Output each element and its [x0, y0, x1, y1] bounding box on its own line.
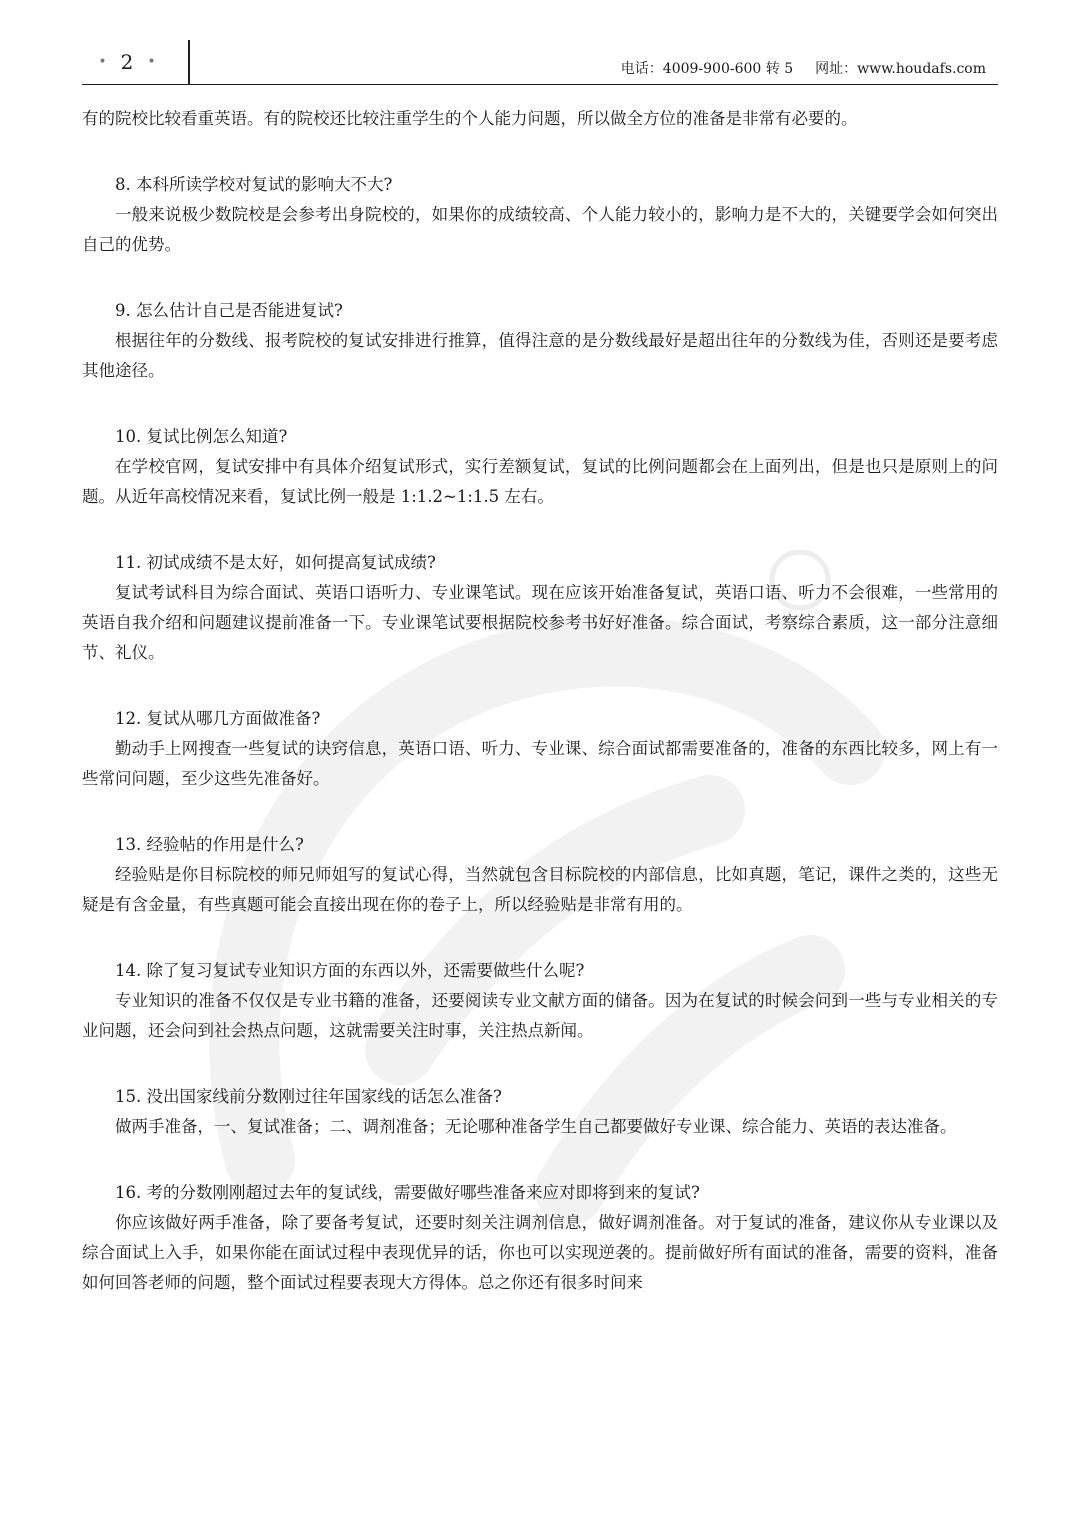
question: 16. 考的分数刚刚超过去年的复试线，需要做好哪些准备来应对即将到来的复试?: [115, 1183, 700, 1202]
answer: 勤动手上网搜查一些复试的诀窍信息，英语口语、听力、专业课、综合面试都需要准备的，准备的东西比较多，网上有一些常问问题，至少这些先准备好。: [82, 739, 998, 788]
answer: 经验贴是你目标院校的师兄师姐写的复试心得，当然就包含目标院校的内部信息，比如真题，笔记，课件之类的，这些无疑是有含金量，有些真题可能会直接出现在你的卷子上，所以经验贴是非常有用的。: [82, 865, 998, 914]
qa-item-14: [82, 956, 998, 1046]
answer: 一般来说极少数院校是会参考出身院校的，如果你的成绩较高、个人能力较小的，影响力是不大的，关键要学会如何突出自己的优势。: [82, 205, 998, 254]
header-contact: [621, 58, 986, 78]
question: 11. 初试成绩不是太好，如何提高复试成绩?: [115, 553, 436, 572]
dot-left: •: [98, 54, 107, 70]
question: 12. 复试从哪几方面做准备?: [115, 709, 321, 728]
answer: 专业知识的准备不仅仅是专业书籍的准备，还要阅读专业文献方面的储备。因为在复试的时候会问到一些与专业相关的专业问题，还会问到社会热点问题，这就需要关注时事，关注热点新闻。: [82, 991, 998, 1040]
question: 13. 经验帖的作用是什么?: [115, 835, 304, 854]
qa-item-12: [82, 704, 998, 794]
question: 8. 本科所读学校对复试的影响大不大?: [115, 175, 393, 194]
qa-item-9: [82, 296, 998, 386]
page-number: • 2 •: [98, 50, 156, 74]
qa-item-10: [82, 422, 998, 512]
qa-item-8: [82, 170, 998, 260]
qa-item-15: [82, 1082, 998, 1142]
answer: 做两手准备，一、复试准备；二、调剂准备；无论哪种准备学生自己都要做好专业课、综合能力、英语的表达准备。: [115, 1117, 957, 1136]
website-text: 网址：www.houdafs.com: [815, 61, 986, 77]
answer: 根据往年的分数线、报考院校的复试安排进行推算，值得注意的是分数线最好是超出往年的分数线为佳，否则还是要考虑其他途径。: [82, 331, 998, 380]
qa-item-13: [82, 830, 998, 920]
question: 14. 除了复习复试专业知识方面的东西以外，还需要做些什么呢?: [115, 961, 585, 980]
qa-item-16: [82, 1178, 998, 1298]
answer: 复试考试科目为综合面试、英语口语听力、专业课笔试。现在应该开始准备复试，英语口语、听力不会很难，一些常用的英语自我介绍和问题建议提前准备一下。专业课笔试要根据院校参考书好好准备。综合面试，考察综合素质，这一部分注意细节、礼仪。: [82, 583, 998, 662]
answer: 在学校官网，复试安排中有具体介绍复试形式，实行差额复试，复试的比例问题都会在上面列出，但是也只是原则上的问题。从近年高校情况来看，复试比例一般是 1:1.2~1:1.5 左右。: [82, 457, 998, 506]
dot-right: •: [147, 54, 156, 70]
question: 10. 复试比例怎么知道?: [115, 427, 288, 446]
qa-item-11: [82, 548, 998, 668]
page-header: [82, 38, 998, 85]
document-body: [82, 104, 998, 1298]
intro-paragraph: 有的院校比较看重英语。有的院校还比较注重学生的个人能力问题，所以做全方位的准备是非常有必要的。: [82, 109, 858, 128]
header-vertical-rule: [188, 40, 190, 84]
answer: 你应该做好两手准备，除了要备考复试，还要时刻关注调剂信息，做好调剂准备。对于复试的准备，建议你从专业课以及综合面试上入手，如果你能在面试过程中表现优异的话，你也可以实现逆袭的。提前做好所有面试的准备，需要的资料，准备如何回答老师的问题，整个面试过程要表现大方得体。总之你还有很多时间来: [82, 1213, 998, 1292]
phone-text: 电话：4009-900-600 转 5: [620, 61, 794, 77]
question: 9. 怎么估计自己是否能进复试?: [115, 301, 343, 320]
question: 15. 没出国家线前分数刚过往年国家线的话怎么准备?: [115, 1087, 502, 1106]
